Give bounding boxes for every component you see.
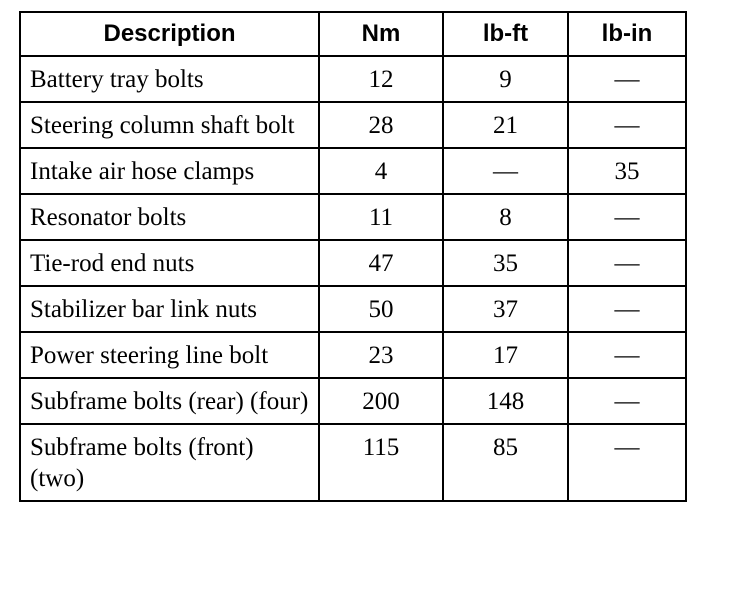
torque-spec-table — [19, 11, 687, 502]
lb-ft-cell: 148 — [443, 378, 568, 424]
nm-cell: 200 — [319, 378, 443, 424]
lb-ft-cell: 8 — [443, 194, 568, 240]
column-header-description: Description — [20, 12, 319, 56]
nm-cell: 12 — [319, 56, 443, 102]
column-header-nm: Nm — [319, 12, 443, 56]
table-row — [20, 240, 686, 286]
nm-cell: 50 — [319, 286, 443, 332]
lb-in-cell: — — [568, 424, 686, 501]
nm-cell: 11 — [319, 194, 443, 240]
table-header-row — [20, 12, 686, 56]
table-row — [20, 424, 686, 501]
nm-cell: 4 — [319, 148, 443, 194]
column-header-lb-ft: lb-ft — [443, 12, 568, 56]
table-row — [20, 102, 686, 148]
description-cell: Battery tray bolts — [20, 56, 319, 102]
lb-ft-cell: — — [443, 148, 568, 194]
column-header-lb-in: lb-in — [568, 12, 686, 56]
lb-in-cell: — — [568, 102, 686, 148]
description-cell: Resonator bolts — [20, 194, 319, 240]
table-row — [20, 194, 686, 240]
description-cell: Intake air hose clamps — [20, 148, 319, 194]
nm-cell: 28 — [319, 102, 443, 148]
description-cell: Tie-rod end nuts — [20, 240, 319, 286]
nm-cell: 23 — [319, 332, 443, 378]
nm-cell: 47 — [319, 240, 443, 286]
description-cell: Stabilizer bar link nuts — [20, 286, 319, 332]
lb-ft-cell: 37 — [443, 286, 568, 332]
lb-in-cell: — — [568, 240, 686, 286]
lb-in-cell: — — [568, 378, 686, 424]
lb-in-cell: — — [568, 194, 686, 240]
lb-ft-cell: 17 — [443, 332, 568, 378]
lb-ft-cell: 9 — [443, 56, 568, 102]
lb-ft-cell: 35 — [443, 240, 568, 286]
lb-in-cell: — — [568, 332, 686, 378]
description-cell: Subframe bolts (front) (two) — [20, 424, 319, 501]
lb-in-cell: — — [568, 286, 686, 332]
description-cell: Steering column shaft bolt — [20, 102, 319, 148]
description-cell: Power steering line bolt — [20, 332, 319, 378]
lb-in-cell: — — [568, 56, 686, 102]
description-cell: Subframe bolts (rear) (four) — [20, 378, 319, 424]
lb-ft-cell: 21 — [443, 102, 568, 148]
table-row — [20, 332, 686, 378]
lb-ft-cell: 85 — [443, 424, 568, 501]
lb-in-cell: 35 — [568, 148, 686, 194]
table-row — [20, 56, 686, 102]
table-row — [20, 378, 686, 424]
table-row — [20, 286, 686, 332]
table-row — [20, 148, 686, 194]
nm-cell: 115 — [319, 424, 443, 501]
